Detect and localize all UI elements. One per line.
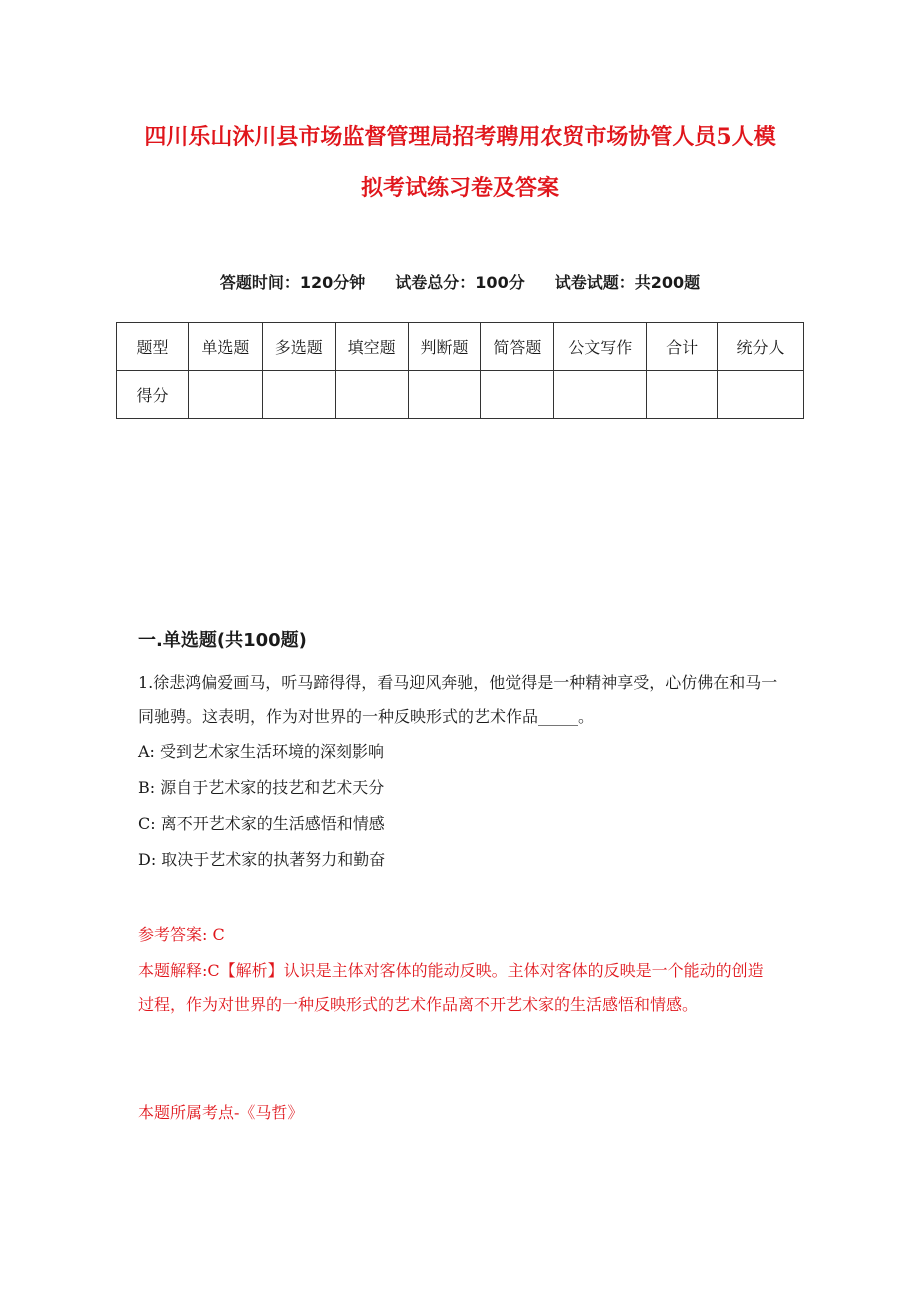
- option-d: D: 取决于艺术家的执著努力和勤奋: [138, 850, 386, 869]
- table-header-cell: 简答题: [481, 323, 554, 371]
- section-heading: 一.单选题(共100题): [138, 630, 307, 651]
- topic-line: 本题所属考点-《马哲》: [138, 1103, 304, 1122]
- exam-time: 答题时间：120分钟: [219, 273, 366, 292]
- reference-answer: 参考答案: C: [138, 925, 225, 944]
- score-table-header-row: [117, 323, 804, 371]
- score-cell: [335, 371, 408, 419]
- score-cell: [408, 371, 481, 419]
- score-row-label: 得分: [117, 371, 189, 419]
- question-block: [138, 666, 778, 878]
- score-table-score-row: [117, 371, 804, 419]
- answer-explanation: 本题解释:C【解析】认识是主体对客体的能动反映。主体对客体的反映是一个能动的创造过程，作为对世界的一种反映形式的艺术作品离不开艺术家的生活感悟和情感。: [138, 961, 764, 1014]
- table-header-cell: 单选题: [188, 323, 262, 371]
- option-a: A: 受到艺术家生活环境的深刻影响: [138, 742, 385, 761]
- question-stem: 1.徐悲鸿偏爱画马，听马蹄得得，看马迎风奔驰，他觉得是一种精神享受，心仿佛在和马一同驰骋。这表明，作为对世界的一种反映形式的艺术作品_____。: [138, 673, 778, 726]
- option-b: B: 源自于艺术家的技艺和艺术天分: [138, 778, 385, 797]
- exam-total-questions: 试卷试题：共200题: [554, 273, 701, 292]
- answer-block: [138, 918, 778, 1022]
- table-header-cell: 题型: [117, 323, 189, 371]
- score-cell: [647, 371, 718, 419]
- option-c: C: 离不开艺术家的生活感悟和情感: [138, 814, 385, 833]
- score-table: [116, 322, 804, 419]
- exam-info: [0, 270, 920, 293]
- exam-total-score: 试卷总分：100分: [395, 273, 525, 292]
- score-cell: [188, 371, 262, 419]
- score-cell: [718, 371, 804, 419]
- table-header-cell: 填空题: [335, 323, 408, 371]
- page-title-line-2: 拟考试练习卷及答案: [360, 175, 559, 201]
- table-header-cell: 判断题: [408, 323, 481, 371]
- score-cell: [481, 371, 554, 419]
- table-header-cell: 多选题: [262, 323, 335, 371]
- page-title-line-1: 四川乐山沐川县市场监督管理局招考聘用农贸市场协管人员5人模: [144, 124, 776, 150]
- score-cell: [554, 371, 647, 419]
- table-header-cell: 公文写作: [554, 323, 647, 371]
- table-header-cell: 统分人: [718, 323, 804, 371]
- score-cell: [262, 371, 335, 419]
- table-header-cell: 合计: [647, 323, 718, 371]
